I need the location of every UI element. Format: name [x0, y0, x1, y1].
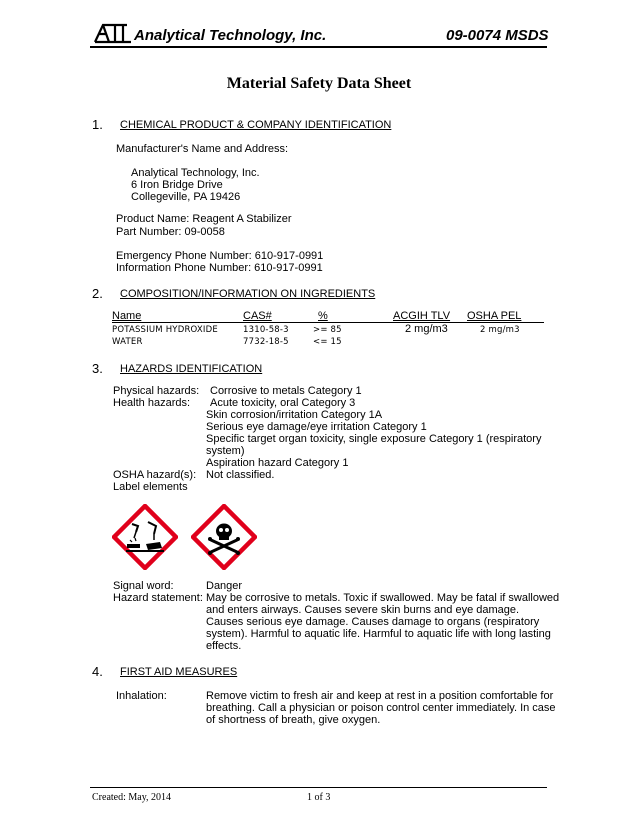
inhalation-line: breathing. Call a physician or poison control center immediately. In case	[206, 702, 556, 714]
label-elements: Label elements	[113, 481, 188, 493]
section-4-heading: FIRST AID MEASURES	[120, 666, 238, 678]
inhalation-line: of shortness of breath, give oxygen.	[206, 714, 381, 726]
address-line-1: Analytical Technology, Inc.	[131, 167, 260, 179]
signal-word-value: Danger	[206, 580, 243, 592]
hazard-statement-line: and enters airways. Causes severe skin burns and eye damage.	[206, 604, 520, 616]
address-line-3: Collegeville, PA 19426	[131, 191, 241, 203]
section-2-heading: COMPOSITION/INFORMATION ON INGREDIENTS	[120, 288, 376, 300]
table-cell: POTASSIUM HYDROXIDE	[112, 325, 218, 335]
col-osha: OSHA PEL	[467, 310, 522, 322]
emergency-phone: Emergency Phone Number: 610-917-0991	[116, 250, 324, 262]
section-1-heading: CHEMICAL PRODUCT & COMPANY IDENTIFICATION	[120, 119, 392, 131]
table-cell: WATER	[112, 337, 143, 347]
address-line-2: 6 Iron Bridge Drive	[131, 179, 223, 191]
inhalation-line: Remove victim to fresh air and keep at rest in a position comfortable for	[206, 690, 554, 702]
table-cell: 1310-58-3	[243, 325, 289, 335]
col-acgih: ACGIH TLV	[393, 310, 451, 322]
col-percent: %	[318, 310, 328, 322]
company-logo	[93, 22, 133, 49]
hazard-statement-line: system). Harmful to aquatic life. Harmful to aquatic life with long lasting	[206, 628, 551, 640]
section-3-number: 3.	[92, 361, 103, 376]
health-hazard-line: system)	[206, 445, 245, 457]
table-cell: 2 mg/m3	[480, 325, 520, 335]
table-cell: >= 85	[313, 325, 342, 335]
skull-crossbones-icon	[191, 504, 257, 575]
inhalation-label: Inhalation:	[116, 690, 167, 702]
health-hazard-line: Serious eye damage/eye irritation Category 1	[206, 421, 427, 433]
physical-hazards-value: Corrosive to metals Category 1	[210, 385, 362, 397]
product-name: Product Name: Reagent A Stabilizer	[116, 213, 292, 225]
corrosion-icon	[112, 504, 178, 575]
footer-rule	[90, 787, 547, 788]
footer-created: Created: May, 2014	[92, 792, 172, 803]
osha-hazard-value: Not classified.	[206, 469, 275, 481]
health-hazard-line: Acute toxicity, oral Category 3	[210, 397, 356, 409]
signal-word-label: Signal word:	[113, 580, 174, 592]
table-cell: 7732-18-5	[243, 337, 289, 347]
section-4-number: 4.	[92, 664, 103, 679]
health-hazards-label: Health hazards:	[113, 397, 191, 409]
section-2-number: 2.	[92, 286, 103, 301]
part-number: Part Number: 09-0058	[116, 226, 225, 238]
section-1-number: 1.	[92, 117, 103, 132]
hazard-statement-line: Causes serious eye damage. Causes damage to organs (respiratory	[206, 616, 540, 628]
section-3-heading: HAZARDS IDENTIFICATION	[120, 363, 263, 375]
page-title: Material Safety Data Sheet	[226, 75, 412, 92]
hazard-statement-line: May be corrosive to metals. Toxic if swallowed. May be fatal if swallowed	[206, 592, 560, 604]
health-hazard-line: Skin corrosion/irritation Category 1A	[206, 409, 383, 421]
header-doc-code: 09-0074 MSDS	[446, 27, 549, 44]
osha-hazard-label: OSHA hazard(s):	[113, 469, 197, 481]
table-cell: <= 15	[313, 337, 342, 347]
hazard-statement-label: Hazard statement:	[113, 592, 203, 604]
table-header-rule	[112, 322, 544, 323]
footer-page-number: 1 of 3	[307, 792, 331, 803]
info-phone: Information Phone Number: 610-917-0991	[116, 262, 323, 274]
header-company: Analytical Technology, Inc.	[134, 27, 327, 44]
health-hazard-line: Specific target organ toxicity, single exposure Category 1 (respiratory	[206, 433, 542, 445]
header-rule	[90, 46, 547, 48]
health-hazard-line: Aspiration hazard Category 1	[206, 457, 349, 469]
col-cas: CAS#	[243, 310, 272, 322]
col-name: Name	[112, 310, 142, 322]
physical-hazards-label: Physical hazards:	[113, 385, 200, 397]
hazard-statement-line: effects.	[206, 640, 242, 652]
table-cell: 2 mg/m3	[405, 323, 448, 335]
manufacturer-label: Manufacturer's Name and Address:	[116, 143, 289, 155]
